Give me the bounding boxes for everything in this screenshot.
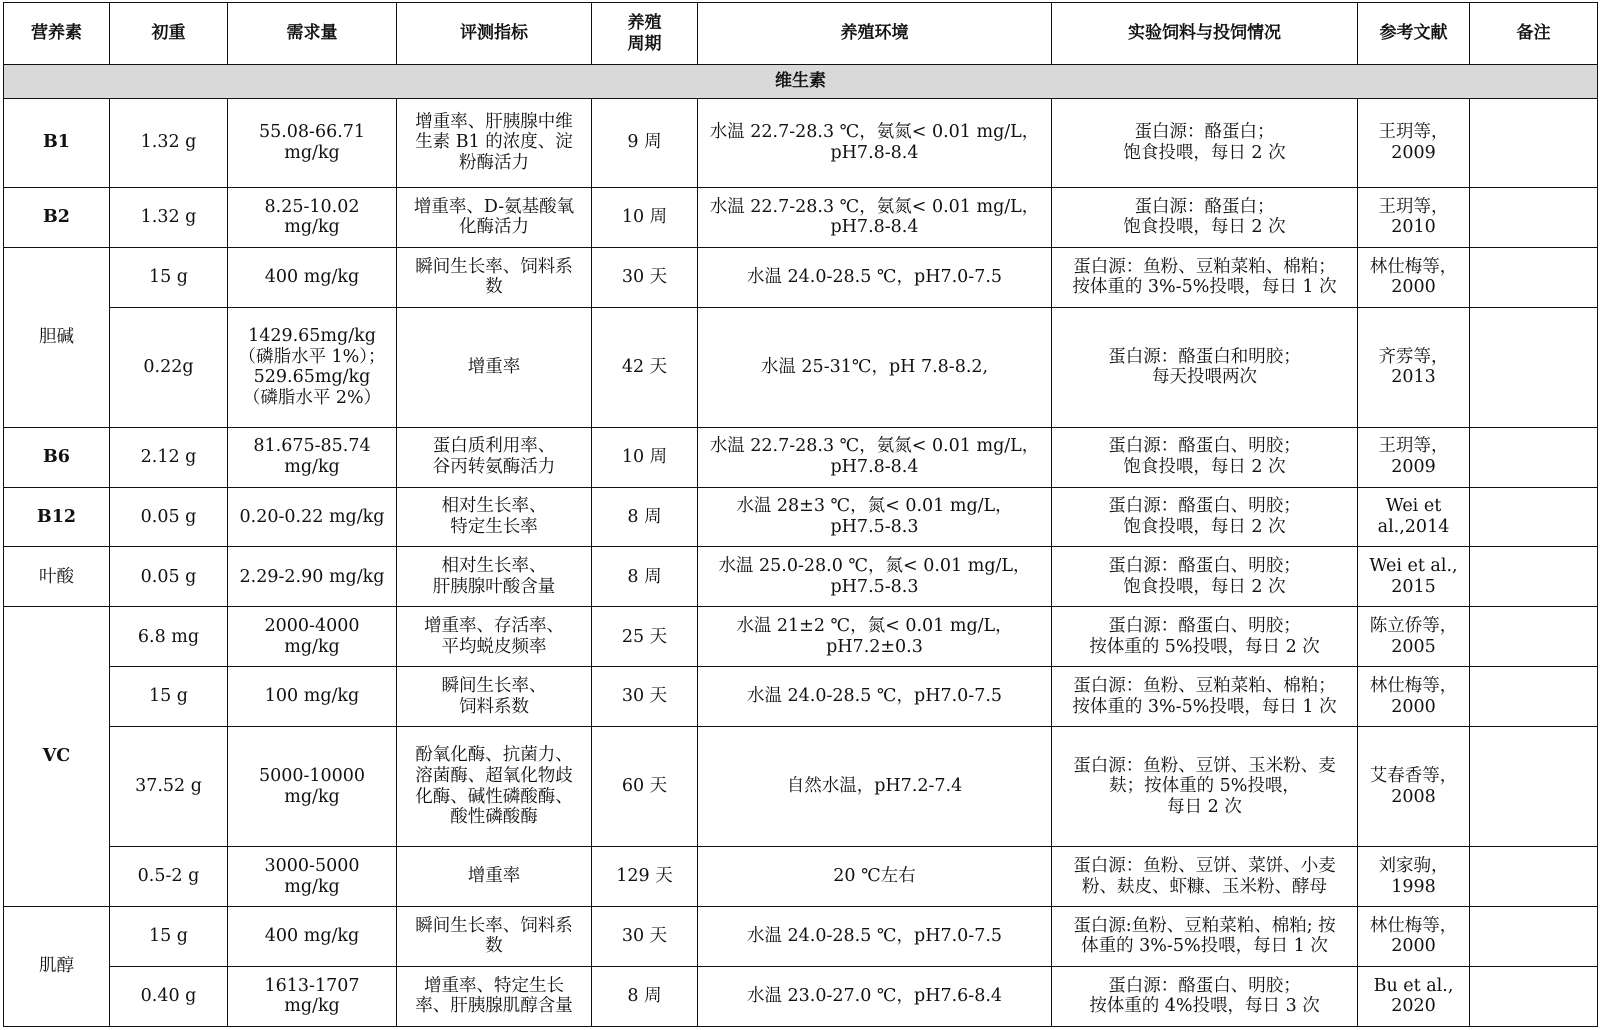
- period-cell: 30 天: [592, 907, 698, 967]
- weight-cell: 0.22g: [110, 307, 228, 427]
- environment-cell: 自然水温，pH7.2-7.4: [698, 727, 1052, 847]
- weight-cell: 0.40 g: [110, 966, 228, 1026]
- note-cell: [1470, 98, 1598, 187]
- environment-cell: 水温 22.7-28.3 ℃，氨氮< 0.01 mg/L， pH7.8-8.4: [698, 98, 1052, 187]
- reference-cell: 陈立侨等， 2005: [1358, 607, 1470, 667]
- nutrient-cell: 肌醇: [4, 907, 110, 1027]
- indicator-cell: 增重率: [397, 847, 592, 907]
- reference-cell: 林仕梅等， 2000: [1358, 667, 1470, 727]
- header-environment: 养殖环境: [698, 3, 1052, 65]
- table-row: [4, 667, 1598, 727]
- period-cell: 30 天: [592, 247, 698, 307]
- requirement-cell: 81.675-85.74 mg/kg: [228, 427, 397, 487]
- header-feed: 实验饲料与投饲情况: [1052, 3, 1358, 65]
- reference-cell: 王玥等， 2010: [1358, 187, 1470, 247]
- header-reference: 参考文献: [1358, 3, 1470, 65]
- environment-cell: 水温 24.0-28.5 ℃，pH7.0-7.5: [698, 247, 1052, 307]
- requirement-cell: 2000-4000 mg/kg: [228, 607, 397, 667]
- requirement-cell: 400 mg/kg: [228, 907, 397, 967]
- header-requirement: 需求量: [228, 3, 397, 65]
- reference-cell: Wei et al.,2014: [1358, 487, 1470, 547]
- note-cell: [1470, 607, 1598, 667]
- feed-cell: 蛋白源：酪蛋白、明胶； 按体重的 5%投喂，每日 2 次: [1052, 607, 1358, 667]
- reference-cell: 林仕梅等， 2000: [1358, 247, 1470, 307]
- table-row: [4, 727, 1598, 847]
- reference-cell: 齐雰等， 2013: [1358, 307, 1470, 427]
- header-initial-weight: 初重: [110, 3, 228, 65]
- note-cell: [1470, 966, 1598, 1026]
- table-row: [4, 427, 1598, 487]
- note-cell: [1470, 487, 1598, 547]
- indicator-cell: 增重率: [397, 307, 592, 427]
- environment-cell: 水温 28±3 ℃，氮< 0.01 mg/L， pH7.5-8.3: [698, 487, 1052, 547]
- reference-cell: 刘家驹， 1998: [1358, 847, 1470, 907]
- reference-cell: 王玥等， 2009: [1358, 98, 1470, 187]
- indicator-cell: 相对生长率、 特定生长率: [397, 487, 592, 547]
- feed-cell: 蛋白源:鱼粉、豆粕菜粕、棉粕; 按 体重的 3%-5%投喂，每日 1 次: [1052, 907, 1358, 967]
- table-row: [4, 487, 1598, 547]
- environment-cell: 水温 22.7-28.3 ℃，氨氮< 0.01 mg/L， pH7.8-8.4: [698, 187, 1052, 247]
- feed-cell: 蛋白源：酪蛋白； 饱食投喂，每日 2 次: [1052, 98, 1358, 187]
- requirement-cell: 5000-10000 mg/kg: [228, 727, 397, 847]
- weight-cell: 6.8 mg: [110, 607, 228, 667]
- feed-cell: 蛋白源：酪蛋白； 饱食投喂，每日 2 次: [1052, 187, 1358, 247]
- indicator-cell: 蛋白质利用率、 谷丙转氨酶活力: [397, 427, 592, 487]
- indicator-cell: 瞬间生长率、 饲料系数: [397, 667, 592, 727]
- indicator-cell: 增重率、存活率、 平均蜕皮频率: [397, 607, 592, 667]
- note-cell: [1470, 727, 1598, 847]
- header-nutrient: 营养素: [4, 3, 110, 65]
- weight-cell: 1.32 g: [110, 187, 228, 247]
- requirement-cell: 100 mg/kg: [228, 667, 397, 727]
- period-cell: 30 天: [592, 667, 698, 727]
- environment-cell: 20 ℃左右: [698, 847, 1052, 907]
- header-note: 备注: [1470, 3, 1598, 65]
- requirement-cell: 2.29-2.90 mg/kg: [228, 547, 397, 607]
- period-cell: 8 周: [592, 966, 698, 1026]
- note-cell: [1470, 667, 1598, 727]
- weight-cell: 0.05 g: [110, 547, 228, 607]
- nutrient-cell: 胆碱: [4, 247, 110, 427]
- environment-cell: 水温 21±2 ℃，氮< 0.01 mg/L， pH7.2±0.3: [698, 607, 1052, 667]
- feed-cell: 蛋白源：鱼粉、豆粕菜粕、棉粕； 按体重的 3%-5%投喂，每日 1 次: [1052, 667, 1358, 727]
- note-cell: [1470, 307, 1598, 427]
- weight-cell: 37.52 g: [110, 727, 228, 847]
- weight-cell: 0.05 g: [110, 487, 228, 547]
- requirement-cell: 8.25-10.02 mg/kg: [228, 187, 397, 247]
- table-row: [4, 187, 1598, 247]
- weight-cell: 15 g: [110, 667, 228, 727]
- weight-cell: 15 g: [110, 907, 228, 967]
- weight-cell: 1.32 g: [110, 98, 228, 187]
- indicator-cell: 酚氧化酶、抗菌力、 溶菌酶、超氧化物歧 化酶、碱性磷酸酶、 酸性磷酸酶: [397, 727, 592, 847]
- section-row: [4, 65, 1598, 99]
- environment-cell: 水温 25-31℃，pH 7.8-8.2,: [698, 307, 1052, 427]
- header-row: [4, 3, 1598, 65]
- weight-cell: 0.5-2 g: [110, 847, 228, 907]
- reference-cell: 艾春香等， 2008: [1358, 727, 1470, 847]
- indicator-cell: 相对生长率、 肝胰腺叶酸含量: [397, 547, 592, 607]
- requirement-cell: 400 mg/kg: [228, 247, 397, 307]
- feed-cell: 蛋白源：鱼粉、豆饼、菜饼、小麦 粉、麸皮、虾糠、玉米粉、酵母: [1052, 847, 1358, 907]
- feed-cell: 蛋白源：酪蛋白、明胶； 饱食投喂，每日 2 次: [1052, 427, 1358, 487]
- reference-cell: 王玥等， 2009: [1358, 427, 1470, 487]
- period-cell: 42 天: [592, 307, 698, 427]
- indicator-cell: 增重率、肝胰腺中维 生素 B1 的浓度、淀 粉酶活力: [397, 98, 592, 187]
- environment-cell: 水温 22.7-28.3 ℃，氨氮< 0.01 mg/L， pH7.8-8.4: [698, 427, 1052, 487]
- header-indicator: 评测指标: [397, 3, 592, 65]
- indicator-cell: 瞬间生长率、饲料系 数: [397, 247, 592, 307]
- note-cell: [1470, 427, 1598, 487]
- requirement-cell: 1429.65mg/kg （磷脂水平 1%）； 529.65mg/kg （磷脂水平 2%）: [228, 307, 397, 427]
- section-title: 维生素: [4, 65, 1598, 99]
- note-cell: [1470, 247, 1598, 307]
- weight-cell: 15 g: [110, 247, 228, 307]
- reference-cell: Bu et al., 2020: [1358, 966, 1470, 1026]
- period-cell: 8 周: [592, 487, 698, 547]
- nutrient-requirements-table: [3, 2, 1598, 1027]
- note-cell: [1470, 547, 1598, 607]
- reference-cell: 林仕梅等， 2000: [1358, 907, 1470, 967]
- nutrient-cell: VC: [4, 607, 110, 907]
- reference-cell: Wei et al., 2015: [1358, 547, 1470, 607]
- feed-cell: 蛋白源：酪蛋白、明胶； 饱食投喂，每日 2 次: [1052, 487, 1358, 547]
- period-cell: 60 天: [592, 727, 698, 847]
- environment-cell: 水温 24.0-28.5 ℃，pH7.0-7.5: [698, 907, 1052, 967]
- weight-cell: 2.12 g: [110, 427, 228, 487]
- period-cell: 9 周: [592, 98, 698, 187]
- note-cell: [1470, 187, 1598, 247]
- requirement-cell: 0.20-0.22 mg/kg: [228, 487, 397, 547]
- table-row: [4, 907, 1598, 967]
- feed-cell: 蛋白源：酪蛋白、明胶； 按体重的 4%投喂，每日 3 次: [1052, 966, 1358, 1026]
- table-row: [4, 98, 1598, 187]
- table-row: [4, 547, 1598, 607]
- table-row: [4, 247, 1598, 307]
- indicator-cell: 增重率、特定生长 率、肝胰腺肌醇含量: [397, 966, 592, 1026]
- period-cell: 129 天: [592, 847, 698, 907]
- requirement-cell: 1613-1707 mg/kg: [228, 966, 397, 1026]
- indicator-cell: 增重率、D-氨基酸氧 化酶活力: [397, 187, 592, 247]
- table-row: [4, 607, 1598, 667]
- table-row: [4, 307, 1598, 427]
- nutrient-cell: B2: [4, 187, 110, 247]
- table-row: [4, 966, 1598, 1026]
- environment-cell: 水温 25.0-28.0 ℃，氮< 0.01 mg/L， pH7.5-8.3: [698, 547, 1052, 607]
- feed-cell: 蛋白源：酪蛋白和明胶； 每天投喂两次: [1052, 307, 1358, 427]
- feed-cell: 蛋白源：鱼粉、豆粕菜粕、棉粕； 按体重的 3%-5%投喂，每日 1 次: [1052, 247, 1358, 307]
- table-row: [4, 847, 1598, 907]
- nutrient-cell: B6: [4, 427, 110, 487]
- period-cell: 25 天: [592, 607, 698, 667]
- environment-cell: 水温 23.0-27.0 ℃，pH7.6-8.4: [698, 966, 1052, 1026]
- nutrient-cell: B12: [4, 487, 110, 547]
- requirement-cell: 55.08-66.71 mg/kg: [228, 98, 397, 187]
- nutrient-cell: 叶酸: [4, 547, 110, 607]
- period-cell: 10 周: [592, 187, 698, 247]
- period-cell: 8 周: [592, 547, 698, 607]
- header-period: 养殖 周期: [592, 3, 698, 65]
- note-cell: [1470, 907, 1598, 967]
- indicator-cell: 瞬间生长率、饲料系 数: [397, 907, 592, 967]
- feed-cell: 蛋白源：酪蛋白、明胶； 饱食投喂，每日 2 次: [1052, 547, 1358, 607]
- feed-cell: 蛋白源：鱼粉、豆饼、玉米粉、麦 麸；按体重的 5%投喂， 每日 2 次: [1052, 727, 1358, 847]
- nutrient-cell: B1: [4, 98, 110, 187]
- requirement-cell: 3000-5000 mg/kg: [228, 847, 397, 907]
- environment-cell: 水温 24.0-28.5 ℃，pH7.0-7.5: [698, 667, 1052, 727]
- period-cell: 10 周: [592, 427, 698, 487]
- note-cell: [1470, 847, 1598, 907]
